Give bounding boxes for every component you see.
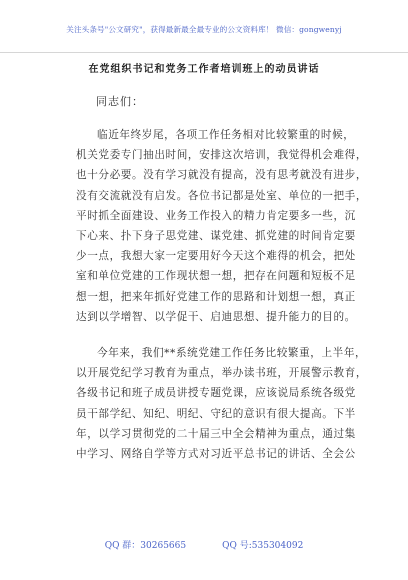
paragraph-line: 下心来、扑下身子思党建、谋党建、抓党建的时间肯定要 [76, 229, 356, 242]
paragraph-line: 室和单位党建的工作现状想一想，把存在问题和短板不足 [76, 270, 356, 283]
paragraph-1 [76, 125, 368, 327]
paragraph-line: 中学习、网络自学等方式对习近平总书记的讲话、全会公 [76, 447, 356, 460]
paragraph-2 [76, 343, 368, 464]
paragraph-line: 临近年终岁尾，各项工作任务相对比较繁重的时候， [97, 129, 355, 141]
header-promo-note: 关注头条号"公文研究"，获得最新最全最专业的公文资料库！ 微信：gongwenyj [66, 25, 342, 34]
paragraph-line: 以开展党纪学习教育为重点，举办读书班，开展警示教育， [76, 367, 368, 380]
paragraph-line: 员干部学纪、知纪、明纪、守纪的意识有很大提高。下半 [76, 407, 356, 420]
paragraph-line: 年，以学习贯彻党的二十届三中全会精神为重点，通过集 [76, 427, 356, 440]
footer-qq-number: QQ 号:535304092 [222, 541, 304, 551]
footer-qq-group: QQ 群：30265665 [104, 541, 187, 551]
paragraph-line: 机关党委专门抽出时间，安排这次培训，我觉得机会难得， [76, 149, 368, 162]
paragraph-line: 今年来，我们**系统党建工作任务比较繁重，上半年， [97, 347, 367, 359]
document-title: 在党组织书记和党务工作者培训班上的动员讲话 [88, 64, 320, 75]
paragraph-line: 少一点，我想大家一定要用好今天这个难得的机会，把处 [76, 250, 356, 263]
paragraph-line: 没有交流就没有启发。各位书记都是处室、单位的一把手， [76, 189, 368, 202]
page-header [0, 0, 408, 53]
page-footer [0, 538, 408, 551]
paragraph-line: 想一想，把来年抓好党建工作的思路和计划想一想，真正 [76, 290, 356, 303]
paragraph-line: 达到以学增智、以学促干、启迪思想、提升能力的目的。 [76, 310, 356, 323]
paragraph-line: 也十分必要。没有学习就没有提高，没有思考就没有进步， [76, 169, 368, 182]
salutation: 同志们： [96, 95, 144, 108]
paragraph-line: 平时抓全面建设、业务工作投入的精力肯定要多一些，沉 [76, 209, 356, 222]
paragraph-line: 各级书记和班子成员讲授专题党课，应该说局系统各级党 [76, 387, 356, 400]
